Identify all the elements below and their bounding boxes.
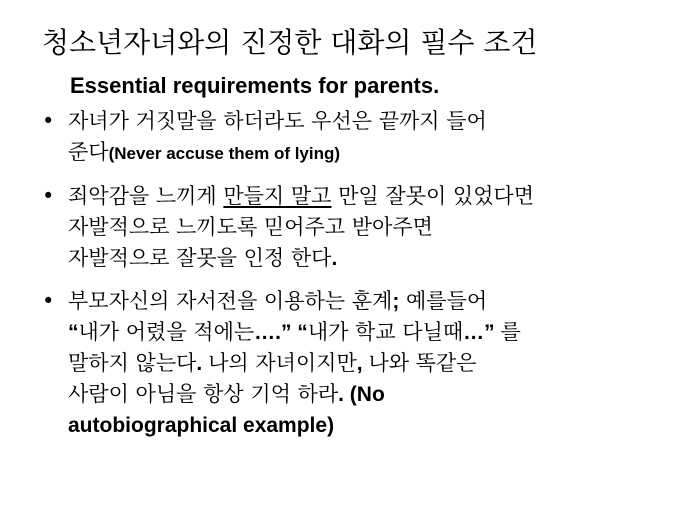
bullet-2-text-b: 만일 잘못이 있었다면 [331, 184, 535, 208]
bullet-3-line-4 [68, 379, 700, 410]
bullet-3-l3-ko2: 나의 자녀이지만 [208, 351, 357, 375]
bullet-3-l3-ko3: 나와 똑같은 [368, 351, 477, 375]
bullet-list [0, 106, 700, 453]
bullet-2-line-1 [68, 181, 700, 212]
bullet-3-l2-e1: ….” “ [254, 321, 308, 344]
bullet-3-l1-ko2: 예를들어 [399, 289, 488, 313]
bullet-2-text-a: 죄악감을 느끼게 [68, 184, 224, 208]
bullet-3-l2-ko1: 내가 어렸을 적에는 [78, 320, 255, 344]
bullet-dot: • [42, 184, 55, 208]
bullet-3-l4-en: . (No [338, 383, 385, 406]
bullet-3-line-2 [68, 317, 700, 348]
slide-title: 청소년자녀와의 진정한 대화의 필수 조건 [42, 26, 538, 59]
bullet-2-line-3-ko: 자발적으로 잘못을 인정 한다 [68, 246, 332, 270]
bullet-item-3 [0, 286, 700, 441]
bullet-3-l4-ko: 사람이 아님을 항상 기억 하라 [68, 382, 339, 406]
bullet-3-l3-e1: . [196, 352, 209, 375]
bullet-1-ko: 준다 [68, 140, 109, 164]
bullet-1-line-1: 자녀가 거짓말을 하더라도 우선은 끝까지 들어 [68, 109, 487, 133]
slide-subtitle: Essential requirements for parents. [70, 73, 440, 98]
bullet-3-l1-ko: 부모자신의 자서전을 이용하는 훈계 [68, 289, 393, 313]
bullet-3-l2-ko2: 내가 학교 다닐때 [307, 320, 464, 344]
bullet-3-l2-ko3: 를 [500, 320, 521, 344]
bullet-item-2 [0, 181, 700, 274]
bullet-2-line-3 [68, 243, 700, 274]
bullet-3-l1-semi: ; [392, 290, 400, 313]
bullet-dot: • [42, 109, 55, 133]
bullet-item-1 [0, 106, 700, 169]
bullet-1-en: (Never accuse them of lying) [108, 144, 341, 163]
bullet-3-line-1 [68, 286, 700, 317]
bullet-3-l2-e2: …” [463, 321, 501, 344]
bullet-3-line-3 [68, 348, 700, 379]
bullet-1-line-2 [68, 137, 700, 169]
bullet-3-l2-q1: “ [68, 321, 79, 344]
bullet-dot: • [42, 289, 55, 313]
bullet-3-l3-e2: , [356, 352, 369, 375]
bullet-2-period: . [331, 247, 338, 270]
bullet-2-underlined: 만들지 말고 [223, 184, 332, 208]
bullet-3-l3-ko1: 말하지 않는다 [68, 351, 197, 375]
bullet-2-line-2: 자발적으로 느끼도록 믿어주고 받아주면 [68, 215, 433, 239]
bullet-3-line-5: autobiographical example) [68, 414, 335, 437]
